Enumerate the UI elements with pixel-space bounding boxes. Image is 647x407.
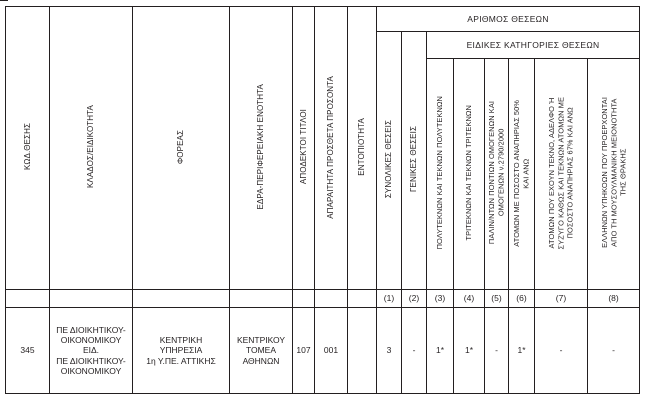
header-cat8 (588, 59, 640, 290)
cell-cat6: 1* (509, 308, 535, 394)
header-agency: ΦΟΡΕΑΣ (133, 7, 230, 290)
header-cat3: ΠΟΛΥΤΕΚΝΩΝ ΚΑΙ ΤΕΚΝΩΝ ΠΟΛΥΤΕΚΝΩΝ (427, 59, 454, 290)
column-number: (8) (588, 290, 640, 308)
header-cat4: ΤΡΙΤΕΚΝΩΝ ΚΑΙ ΤΕΚΝΩΝ ΤΡΙΤΕΚΝΩΝ (454, 59, 485, 290)
table-row (6, 308, 640, 394)
cat5-line1: ΠΑΛΙΝ/ΝΤΩΝ ΠΟΝΤΙΩΝ ΟΜΟΓΕΝΩΝ ΚΑΙ (487, 101, 497, 245)
header-cat5 (485, 59, 509, 290)
cell-code: 345 (6, 308, 50, 394)
cell-cat3: 1* (427, 308, 454, 394)
column-number: (7) (535, 290, 588, 308)
cat7-line2: ΣΥΖΥΓΟ ΚΑΘΩΣ ΚΑΙ ΤΕΚΝΩΝ ΑΤΟΜΩΝ ΜΕ (556, 96, 566, 250)
region-line1: ΚΕΝΤΡΙΚΟΥ (236, 335, 286, 346)
column-number: (1) (377, 290, 402, 308)
cell-branch (50, 308, 133, 394)
header-code: ΚΩΔ.ΘΕΣΗΣ (6, 7, 50, 290)
cell-cat7: - (535, 308, 588, 394)
header-total: ΣΥΝΟΛΙΚΕΣ ΘΕΣΕΙΣ (377, 32, 402, 290)
header-localization: ΕΝΤΟΠΙΟΤΗΤΑ (348, 7, 377, 290)
column-number: (4) (454, 290, 485, 308)
cat8-line2: ΑΠΟ ΤΗ ΜΟΥΣΟΥΛΜΑΝΙΚΗ ΜΕΙΟΝΟΤΗΤΑ (608, 98, 618, 248)
branch-line3: ΠΕ ΔΙΟΙΚΗΤΙΚΟΥ- (56, 355, 126, 366)
branch-line2: ΟΙΚΟΝΟΜΙΚΟΥ ΕΙΔ. (60, 335, 122, 356)
positions-table (5, 6, 640, 394)
header-extra-qualifications: ΑΠΑΡΑΙΤΗΤΑ ΠΡΟΣΘΕΤΑ ΠΡΟΣΟΝΤΑ (315, 7, 348, 290)
cat6-line1: ΑΤΟΜΩΝ ΜΕ ΠΟΣΟΣΤΟ ΑΝΑΠΗΡΙΑΣ 50% (512, 99, 522, 247)
agency-line3: 1η Υ.ΠΕ. ΑΤΤΙΚΗΣ (146, 355, 216, 366)
column-number: (6) (509, 290, 535, 308)
region-line2: ΤΟΜΕΑ (245, 345, 277, 356)
cell-cat4: 1* (454, 308, 485, 394)
agency-line2: ΥΠΗΡΕΣΙΑ (159, 345, 203, 356)
cell-cat8: - (588, 308, 640, 394)
cell-cat5: - (485, 308, 509, 394)
branch-line1: ΠΕ ΔΙΟΙΚΗΤΙΚΟΥ- (56, 325, 126, 336)
header-cat7 (535, 59, 588, 290)
region-line3: ΑΘΗΝΩΝ (242, 355, 280, 366)
cat5-line2: ΟΜΟΓΕΝΩΝ ν.2790/2000 (496, 129, 506, 217)
cat7-line3: ΠΟΣΟΣΤΟ ΑΝΑΠΗΡΙΑΣ 67% ΚΑΙ ΑΝΩ (565, 107, 575, 239)
cell-accepted-titles: 107 (293, 308, 315, 394)
header-region: ΕΔΡΑ-ΠΕΡΙΦΕΡΕΙΑΚΗ ΕΝΟΤΗΤΑ (230, 7, 293, 290)
cell-general: - (402, 308, 427, 394)
column-number: (3) (427, 290, 454, 308)
cat6-line2: ΚΑΙ ΑΝΩ (521, 157, 531, 188)
agency-line1: ΚΕΝΤΡΙΚΗ (159, 335, 203, 346)
cell-agency (133, 308, 230, 394)
column-number: (5) (485, 290, 509, 308)
cell-region (230, 308, 293, 394)
header-positions-group: ΑΡΙΘΜΟΣ ΘΕΣΕΩΝ (377, 7, 640, 32)
cat7-line1: ΑΤΟΜΩΝ ΠΟΥ ΕΧΟΥΝ ΤΕΚΝΟ, ΑΔΕΛΦΟ Ή (547, 97, 557, 249)
cell-total: 3 (377, 308, 402, 394)
header-branch: ΚΛΑΔΟΣ/ΕΙΔΙΚΟΤΗΤΑ (50, 7, 133, 290)
header-accepted-titles: ΑΠΟΔΕΚΤΟΙ ΤΙΤΛΟΙ (293, 7, 315, 290)
header-general: ΓΕΝΙΚΕΣ ΘΕΣΕΙΣ (402, 32, 427, 290)
column-number: (2) (402, 290, 427, 308)
cat8-line3: ΤΗΣ ΘΡΑΚΗΣ (618, 149, 628, 197)
cell-extra-qualifications: 001 (315, 308, 348, 394)
header-cat6 (509, 59, 535, 290)
branch-line4: ΟΙΚΟΝΟΜΙΚΟΥ (60, 365, 122, 376)
cat8-line1: ΕΛΛΗΝΩΝ ΥΠΗΚΟΩΝ ΠΟΥ ΠΡΟΕΡΧΟΝΤΑΙ (599, 97, 609, 249)
header-special-group: ΕΙΔΙΚΕΣ ΚΑΤΗΓΟΡΙΕΣ ΘΕΣΕΩΝ (427, 32, 640, 59)
cell-localization (348, 308, 377, 394)
